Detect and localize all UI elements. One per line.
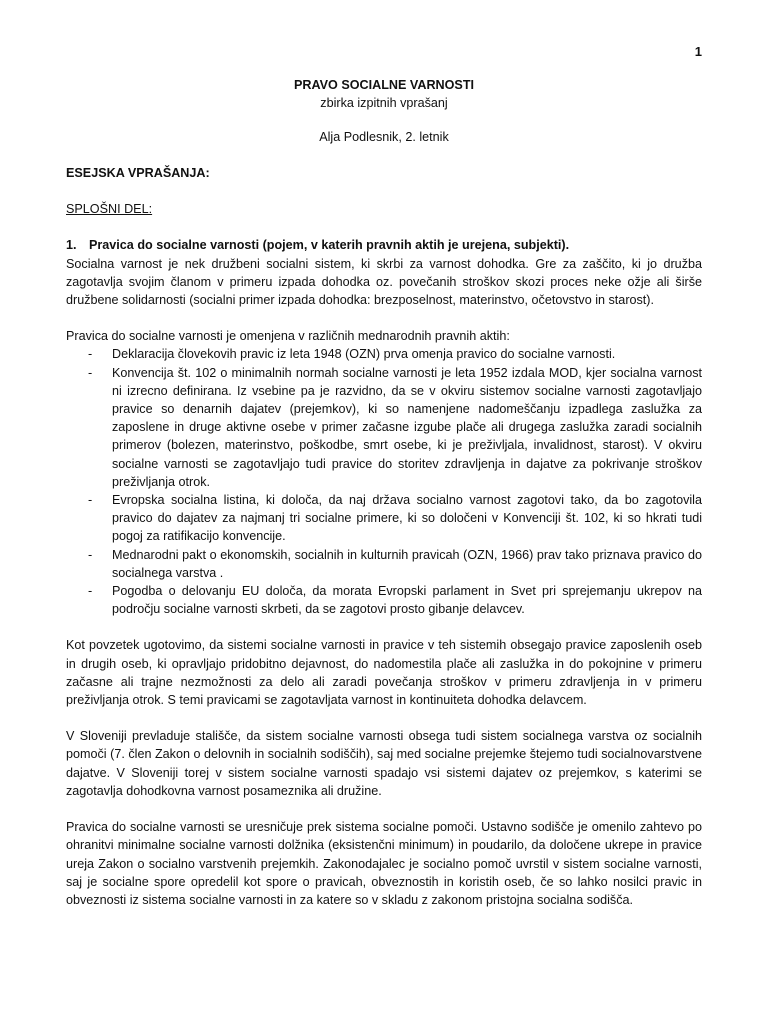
- list-item: - Mednarodni pakt o ekonomskih, socialnih in kulturnih pravicah (OZN, 1966) prav tako priznava pravico do socialnega varstva .: [66, 546, 702, 582]
- document-body: [66, 164, 702, 909]
- dash-bullet: -: [88, 584, 93, 599]
- list-item: - Konvencija št. 102 o minimalnih normah socialne varnosti je leta 1952 izdala MOD, kjer socialna varnost ni izrecno definirana. Iz vsebine pa je razvidno, da se v okviru sistemov socialne varnosti zagotavljajo pravice so denarnih dajatev (prejemkov), ki so namenjene nadomeščanju izpadlega zaslužka za zaposlene in druge aktivne osebe v primer začasne izgube plače ali drugega zaslužka zaradi socialnih primerov (bolezen, materinstvo, poškodbe, smrt osebe, ki je preživljala, invalidnost, starost). V okviru socialne varnosti se zagotavljajo tudi pravice do storitev zdravljenja in dajatve za pokrivanje stroškov preživljanja otrok.: [66, 364, 702, 491]
- dash-bullet: -: [88, 365, 93, 380]
- document-subtitle: zbirka izpitnih vprašanj: [320, 96, 448, 110]
- paragraph-2-intro: Pravica do socialne varnosti je omenjena v različnih mednarodnih pravnih aktih:: [66, 329, 510, 344]
- dash-bullet: -: [88, 347, 93, 362]
- paragraph-1: Socialna varnost je nek družbeni socialni sistem, ki skrbi za varnost dohodka. Gre za zaščito, ki jo družba zagotavlja svojim članom v primeru izpada dohodka oz. povečanih stroškov skozi proces neke ožje ali širše družbene solidarnosti (socialni primer izpada dohodka: brezposelnost, materinstvo, očetovstvo in starost).: [66, 256, 702, 308]
- paragraph-5: Pravica do socialne varnosti se uresničuje prek sistema socialne pomoči. Ustavno sodišče je omenilo zahtevo po ohranitvi minimalne socialne varnosti dolžnika (eksistenčni minimum) in poudarilo, da določene ukrepe in pravice ureja Zakon o socialno varstvenih prejemkih. Zakonodajalec je socialno pomoč uvrstil v sistem socialne varnosti, saj je socialne spore opredelil kot spore o pravicah, obveznostih in koristih oseb, če so lahko nosilci pravic in obveznosti iz sistema socialne varnosti in za katere so v skladu z zakonom pristojna socialna sodišča.: [66, 820, 702, 907]
- list-item: - Deklaracija človekovih pravic iz leta 1948 (OZN) prva omenja pravico do socialne varnosti.: [66, 345, 702, 363]
- document-header: [0, 76, 768, 146]
- document-title: PRAVO SOCIALNE VARNOSTI: [293, 78, 475, 92]
- list-item: - Pogodba o delovanju EU določa, da morata Evropski parlament in Svet pri sprejemanju ukrepov na področju socialne varnosti skrbeti, da se zagotovi prosto gibanje delavcev.: [66, 582, 702, 618]
- legal-acts-list: [66, 345, 702, 618]
- paragraph-4: V Sloveniji prevladuje stališče, da sistem socialne varnosti obsega tudi sistem socialnega varstva oz socialnih pomoči (7. člen Zakon o delovnih in socialnih sodiščih), saj med socialne prejemke štejemo tudi socialnovarstvene dajatve. V Sloveniji torej v sistem socialne varnosti spadajo vsi sistemi dajatev oz prejemkov, s katerimi se zagotavlja dohodkovna varnost posameznika ali družine.: [66, 729, 702, 798]
- paragraph-3: Kot povzetek ugotovimo, da sistemi socialne varnosti in pravice v teh sistemih obsegajo pravice zaposlenih oseb in drugih oseb, ki opravljajo pridobitno dejavnost, do nadomestila plače ali zaslužka in do pokojnine v primeru začasne ali trajne nezmožnosti za delo ali zaradi povečanja stroškov v primeru zdravljenja in v primeru preživljanja otrok. S temi pravicami se zagotavljata varnost in kontinuiteta dohodka delavcem.: [66, 638, 702, 708]
- question-heading: [66, 236, 702, 254]
- dash-bullet: -: [88, 547, 93, 562]
- document-author: Alja Podlesnik, 2. letnik: [319, 130, 449, 144]
- dash-bullet: -: [88, 493, 93, 508]
- question-text: Pravica do socialne varnosti (pojem, v katerih pravnih aktih je urejena, subjekti).: [89, 238, 570, 253]
- section-heading: ESEJSKA VPRAŠANJA:: [66, 166, 210, 180]
- list-item: - Evropska socialna listina, ki določa, da naj država socialno varnost zagotovi tako, da bo zagotovila pravico do dajatev za najmanj tri socialne primere, ki so določeni v Konvenciji št. 102, ki so hkrati tudi pogoj za ratifikacijo konvencije.: [66, 491, 702, 546]
- question-number: 1.: [66, 238, 77, 253]
- page-number: 1: [694, 44, 702, 59]
- subsection-heading: SPLOŠNI DEL:: [66, 202, 153, 217]
